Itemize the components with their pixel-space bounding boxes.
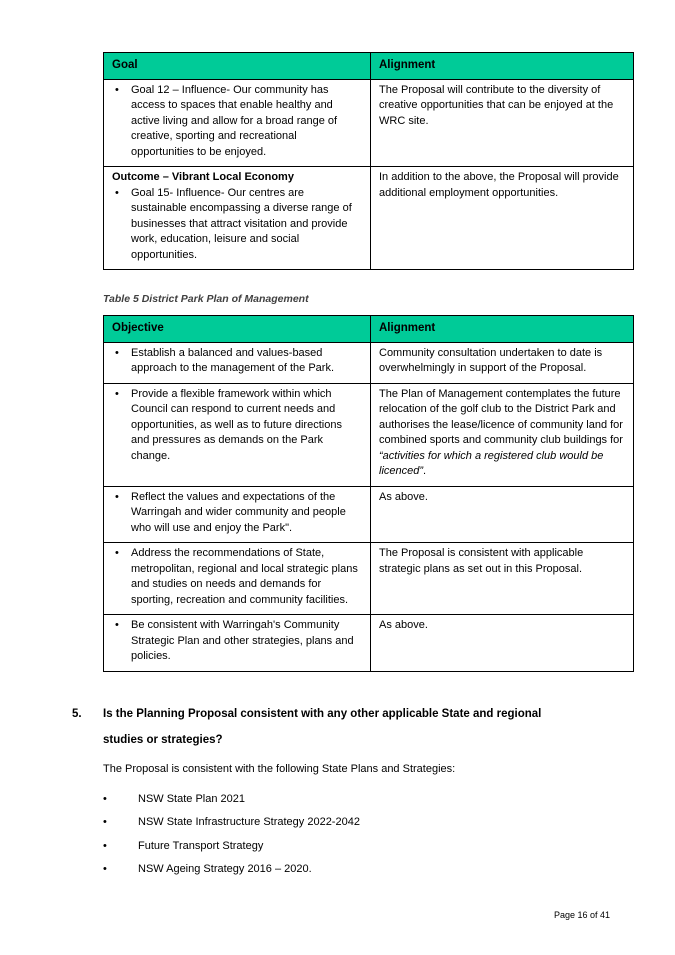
table-header-row (104, 316, 634, 343)
page-number-footer: Page 16 of 41 (553, 910, 610, 920)
question-text (103, 701, 633, 753)
table-row (104, 615, 634, 672)
table-row (104, 543, 634, 615)
objective-cell (104, 486, 371, 543)
question-heading (72, 701, 633, 753)
table-row (104, 79, 634, 167)
question-text-line2: studies or strategies? (103, 733, 223, 746)
objective-cell (104, 615, 371, 672)
objective-bullet-text: Be consistent with Warringah's Community Strategic Plan and other strategies, plans and policies. (131, 619, 354, 662)
objective-cell (104, 383, 371, 486)
alignment-cell: The Proposal will contribute to the diversity of creative opportunities that can be enjoyed at the WRC site. (371, 79, 634, 167)
alignment-cell: Community consultation undertaken to date is overwhelmingly in support of the Proposal. (371, 342, 634, 383)
objective-column-header: Objective (104, 316, 371, 343)
bullet-marker: • (115, 619, 119, 631)
alignment-cell: As above. (371, 486, 634, 543)
bullet-marker: • (115, 387, 119, 400)
bullet-marker: • (103, 816, 107, 828)
alignment-text-suffix: . (423, 465, 427, 477)
list-item (103, 861, 633, 877)
table-row (104, 383, 634, 486)
bullet-marker: • (115, 346, 119, 359)
bullet-marker: • (103, 839, 107, 852)
list-item (103, 814, 633, 830)
objective-alignment-table (103, 315, 634, 672)
alignment-column-header: Alignment (371, 316, 634, 343)
alignment-cell: As above. (371, 615, 634, 672)
intro-paragraph: The Proposal is consistent with the following State Plans and Strategies: (103, 762, 456, 775)
table-row (104, 342, 634, 383)
question-number: 5. (72, 707, 82, 720)
goal-cell (104, 167, 371, 270)
objective-cell (104, 342, 371, 383)
goal-bullet-text: Goal 15- Influence- Our centres are sustainable encompassing a diverse range of businesses that attract visitation and provide work, education, leisure and social opportunities. (131, 186, 352, 261)
alignment-quoted-text: “activities for which a registered club would be licenced” (379, 449, 604, 477)
bullet-marker: • (115, 490, 119, 503)
table-header-row (104, 53, 634, 80)
question-text-line1: Is the Planning Proposal consistent with any other applicable State and regional (103, 707, 542, 720)
bullet-marker: • (115, 83, 119, 96)
list-item-text: NSW Ageing Strategy 2016 – 2020. (138, 863, 312, 875)
objective-cell (104, 543, 371, 615)
list-item-text: NSW State Infrastructure Strategy 2022-2042 (138, 816, 360, 828)
bullet-marker: • (103, 863, 107, 875)
outcome-heading: Outcome – Vibrant Local Economy (112, 171, 294, 183)
alignment-column-header: Alignment (371, 53, 634, 80)
objective-bullet-text: Provide a flexible framework within which Council can respond to current needs and opportunities, as well as to future directions and pressures as demands on the Park change. (131, 387, 342, 462)
list-item-text: NSW State Plan 2021 (138, 792, 246, 805)
alignment-cell (371, 383, 634, 486)
bullet-marker: • (115, 547, 119, 559)
goal-cell (104, 79, 371, 167)
table-row (104, 167, 634, 270)
bullet-marker: • (115, 186, 119, 199)
goals-alignment-table (103, 52, 634, 270)
list-item (103, 791, 633, 807)
alignment-cell: In addition to the above, the Proposal will provide additional employment opportunities. (371, 167, 634, 270)
alignment-cell: The Proposal is consistent with applicable strategic plans as set out in this Proposal. (371, 543, 634, 615)
table-caption: Table 5 District Park Plan of Management (103, 293, 309, 305)
table-row (104, 486, 634, 543)
list-item (103, 838, 633, 854)
goal-column-header: Goal (104, 53, 371, 80)
strategies-list (103, 791, 633, 878)
objective-bullet-text: Establish a balanced and values-based approach to the management of the Park. (131, 346, 335, 374)
alignment-text: The Plan of Management contemplates the future relocation of the golf club to the District Park and authorises the lease/licence of community land for combined sports and community club buildings for (379, 387, 623, 446)
goal-bullet-text: Goal 12 – Influence- Our community has access to spaces that enable healthy and active living and allow for a broad range of creative, sporting and recreational opportunities to be enjoyed. (131, 83, 338, 158)
list-item-text: Future Transport Strategy (138, 839, 264, 852)
objective-bullet-text: Address the recommendations of State, metropolitan, regional and local strategic plans and studies on needs and demands for sporting, recreation and community facilities. (131, 547, 358, 606)
bullet-marker: • (103, 792, 107, 805)
objective-bullet-text: Reflect the values and expectations of the Warringah and wider community and people who will use and enjoy the Park". (131, 490, 346, 534)
